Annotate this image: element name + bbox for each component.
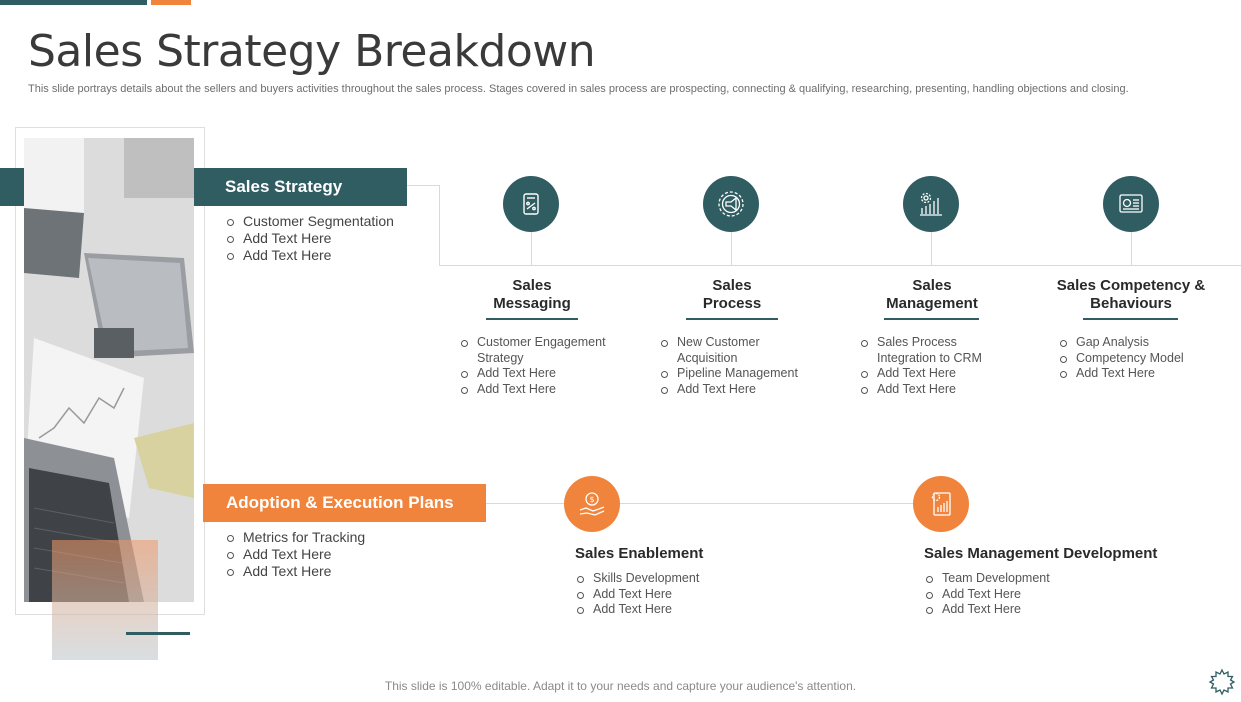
presentation-board-icon — [1103, 176, 1159, 232]
connector-stem — [931, 232, 932, 266]
sales-enablement-heading: Sales Enablement — [575, 545, 704, 562]
sales-competency-heading: Sales Competency & Behaviours — [1056, 277, 1206, 312]
slide-title: Sales Strategy Breakdown — [28, 26, 596, 77]
sales-strategy-band: Sales Strategy — [194, 168, 407, 206]
sales-messaging-list — [459, 335, 619, 397]
connector-line — [407, 185, 439, 186]
connector-stem — [1131, 232, 1132, 266]
report-gear-icon — [913, 476, 969, 532]
connector-stem — [531, 232, 532, 266]
connector-line — [439, 185, 440, 266]
connector-line — [486, 503, 940, 504]
list-item: Add Text Here — [659, 382, 819, 398]
list-item: Sales Process Integration to CRM — [859, 335, 1002, 366]
list-item: Add Text Here — [459, 382, 619, 398]
list-item: Add Text Here — [924, 602, 1050, 618]
sales-management-list — [859, 335, 1019, 397]
sales-process-heading: Sales Process — [702, 277, 762, 312]
list-item: Add Text Here — [575, 587, 699, 603]
sales-competency-list — [1058, 335, 1228, 382]
office-desk-photo — [24, 138, 194, 602]
sales-management-development-list — [924, 571, 1050, 618]
list-item: Add Text Here — [225, 247, 394, 264]
heading-underline — [884, 318, 979, 320]
heading-underline — [486, 318, 578, 320]
sales-management-development-heading: Sales Management Development — [924, 545, 1158, 562]
sales-strategy-band-left — [0, 168, 24, 206]
slide-subtitle: This slide portrays details about the sellers and buyers activities throughout the sales process. Stages covered in sales process are prospecting, connecting & qualifying, researching, presenting, handling objections and closing. — [28, 83, 1129, 95]
top-accent-bar-teal — [0, 0, 147, 5]
list-item: Add Text Here — [575, 602, 699, 618]
bar-chart-gear-icon — [903, 176, 959, 232]
connector-stem — [731, 232, 732, 266]
list-item: Customer Segmentation — [225, 213, 394, 230]
discount-tag-icon — [503, 176, 559, 232]
list-item: Competency Model — [1058, 351, 1228, 367]
list-item: Add Text Here — [859, 382, 1019, 398]
list-item: Add Text Here — [225, 230, 394, 247]
megaphone-gear-icon — [703, 176, 759, 232]
list-item: Add Text Here — [1058, 366, 1228, 382]
svg-text:$: $ — [589, 495, 595, 504]
heading-underline — [686, 318, 778, 320]
list-item: Customer Engagement Strategy — [459, 335, 619, 366]
heading-underline — [1083, 318, 1178, 320]
list-item: Gap Analysis — [1058, 335, 1228, 351]
top-accent-bar-orange — [151, 0, 191, 5]
list-item: Team Development — [924, 571, 1050, 587]
list-item: Pipeline Management — [659, 366, 819, 382]
gear-icon[interactable] — [1207, 667, 1237, 697]
list-item: Add Text Here — [225, 546, 365, 563]
list-item: Add Text Here — [225, 563, 365, 580]
list-item: New Customer Acquisition — [659, 335, 777, 366]
photo-accent-line — [126, 632, 190, 635]
sales-strategy-list — [225, 213, 394, 264]
sales-messaging-heading: Sales Messaging — [493, 277, 571, 312]
slide-footer: This slide is 100% editable. Adapt it to your needs and capture your audience's attention. — [384, 679, 857, 693]
adoption-list — [225, 529, 365, 580]
sales-management-heading: Sales Management — [886, 277, 978, 312]
list-item: Metrics for Tracking — [225, 529, 365, 546]
photo-overlay-accent — [52, 540, 158, 660]
list-item: Add Text Here — [459, 366, 619, 382]
list-item: Add Text Here — [859, 366, 1019, 382]
timeline-line — [439, 265, 1241, 266]
sales-process-list — [659, 335, 819, 397]
list-item: Skills Development — [575, 571, 699, 587]
money-hand-icon — [564, 476, 620, 532]
list-item: Add Text Here — [924, 587, 1050, 603]
adoption-band: Adoption & Execution Plans — [203, 484, 486, 522]
sales-enablement-list — [575, 571, 699, 618]
